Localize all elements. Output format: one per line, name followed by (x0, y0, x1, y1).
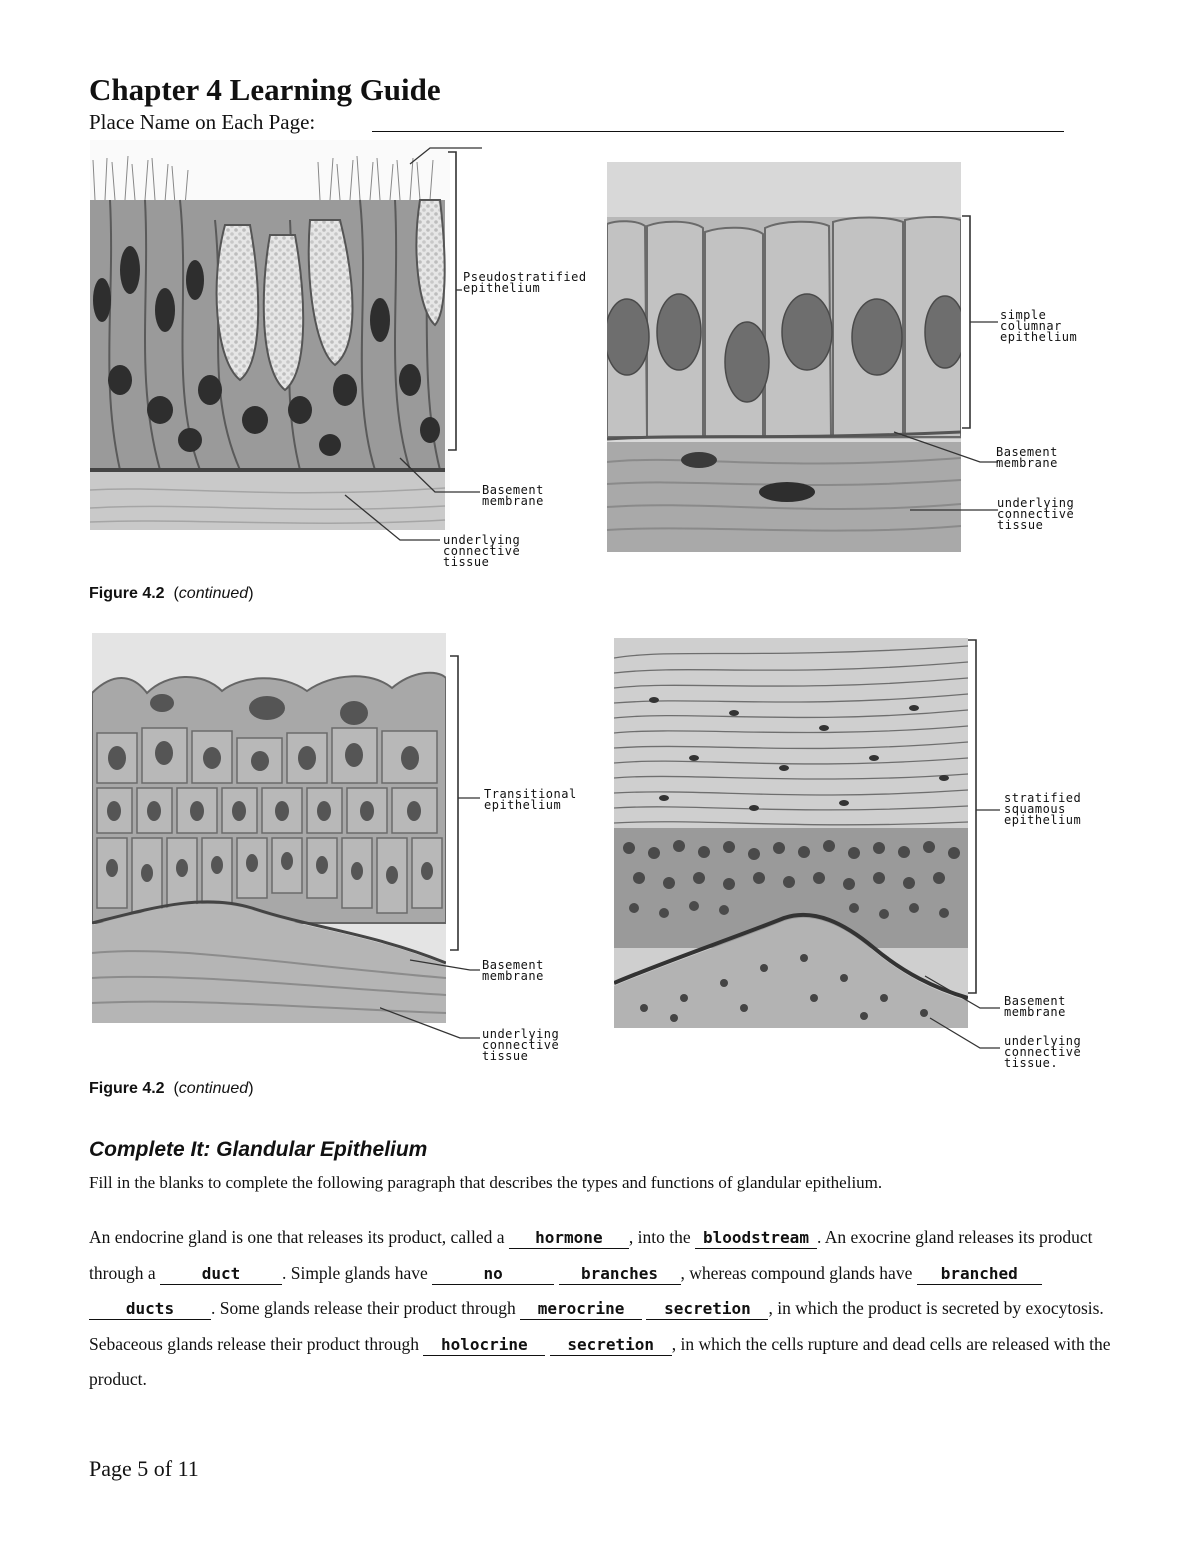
label-pseudostratified-epithelium: Pseudostratified epithelium (463, 270, 587, 295)
section-heading: Complete It: Glandular Epithelium (89, 1138, 428, 1161)
answer-blank-hormone[interactable]: hormone (509, 1228, 629, 1249)
paragraph-text: . Simple glands have (281, 1262, 433, 1283)
answer-blank-bloodstream[interactable]: bloodstream (695, 1228, 817, 1249)
label-transitional-tissue: underlying connective tissue (482, 1027, 560, 1063)
answer-blank-holocrine[interactable]: holocrine (423, 1335, 545, 1356)
answer-blank-branches[interactable]: branches (559, 1264, 681, 1285)
label-simple-columnar-epithelium: simple columnar epithelium (1000, 308, 1078, 344)
figure-stratified-squamous-leaders (900, 638, 1010, 1058)
paragraph-text: , whereas compound glands have (680, 1262, 917, 1283)
paragraph-text: . An exocrine gland releases its product through a (89, 1227, 1093, 1283)
label-simple-columnar-membrane: Basement membrane (996, 445, 1058, 470)
paragraph-text: . Some glands release their product through (211, 1298, 521, 1318)
fill-in-paragraph (89, 1220, 1134, 1398)
paragraph-text: , in which the cells rupture and dead cells are released with the product. (89, 1333, 1111, 1389)
page-title: Chapter 4 Learning Guide (89, 72, 441, 107)
figure-caption-bottom: Figure 4.2 (continued) (89, 1080, 254, 1097)
name-input-line[interactable] (372, 131, 1064, 132)
figure-transitional-leaders (380, 650, 530, 1050)
section-instructions: Fill in the blanks to complete the following paragraph that describes the types and functions of glandular epithelium. (89, 1173, 883, 1192)
label-pseudostratified-membrane: Basement membrane (482, 483, 544, 508)
answer-blank-duct[interactable]: duct (160, 1264, 282, 1285)
label-simple-columnar-tissue: underlying connective tissue (997, 496, 1075, 532)
answer-blank-secretion[interactable]: secretion (646, 1299, 768, 1320)
answer-blank-branched[interactable]: branched (917, 1264, 1042, 1285)
name-prompt: Place Name on Each Page: (89, 110, 316, 134)
label-pseudostratified-tissue: underlying connective tissue (443, 533, 521, 569)
answer-blank-no[interactable]: no (432, 1264, 554, 1285)
label-stratified-squamous-epithelium: stratified squamous epithelium (1004, 791, 1082, 827)
label-stratified-squamous-tissue: underlying connective tissue. (1004, 1034, 1082, 1070)
answer-blank-ducts[interactable]: ducts (89, 1299, 211, 1320)
page-number: Page 5 of 11 (89, 1456, 199, 1481)
answer-blank-merocrine[interactable]: merocrine (520, 1299, 642, 1320)
figure-caption-top: Figure 4.2 (continued) (89, 585, 254, 602)
answer-blank-secretion-2[interactable]: secretion (550, 1335, 672, 1356)
label-transitional-epithelium: Transitional epithelium (484, 787, 577, 812)
label-transitional-membrane: Basement membrane (482, 958, 544, 983)
paragraph-text: An endocrine gland is one that releases its product, called a (89, 1227, 509, 1247)
label-stratified-squamous-membrane: Basement membrane (1004, 994, 1066, 1019)
figure-simple-columnar-leaders (880, 210, 1010, 530)
paragraph-text: , into the (628, 1227, 695, 1247)
paragraph-text: , in which the product is secreted by exocytosis. Sebaceous glands release their product through (89, 1298, 1104, 1354)
